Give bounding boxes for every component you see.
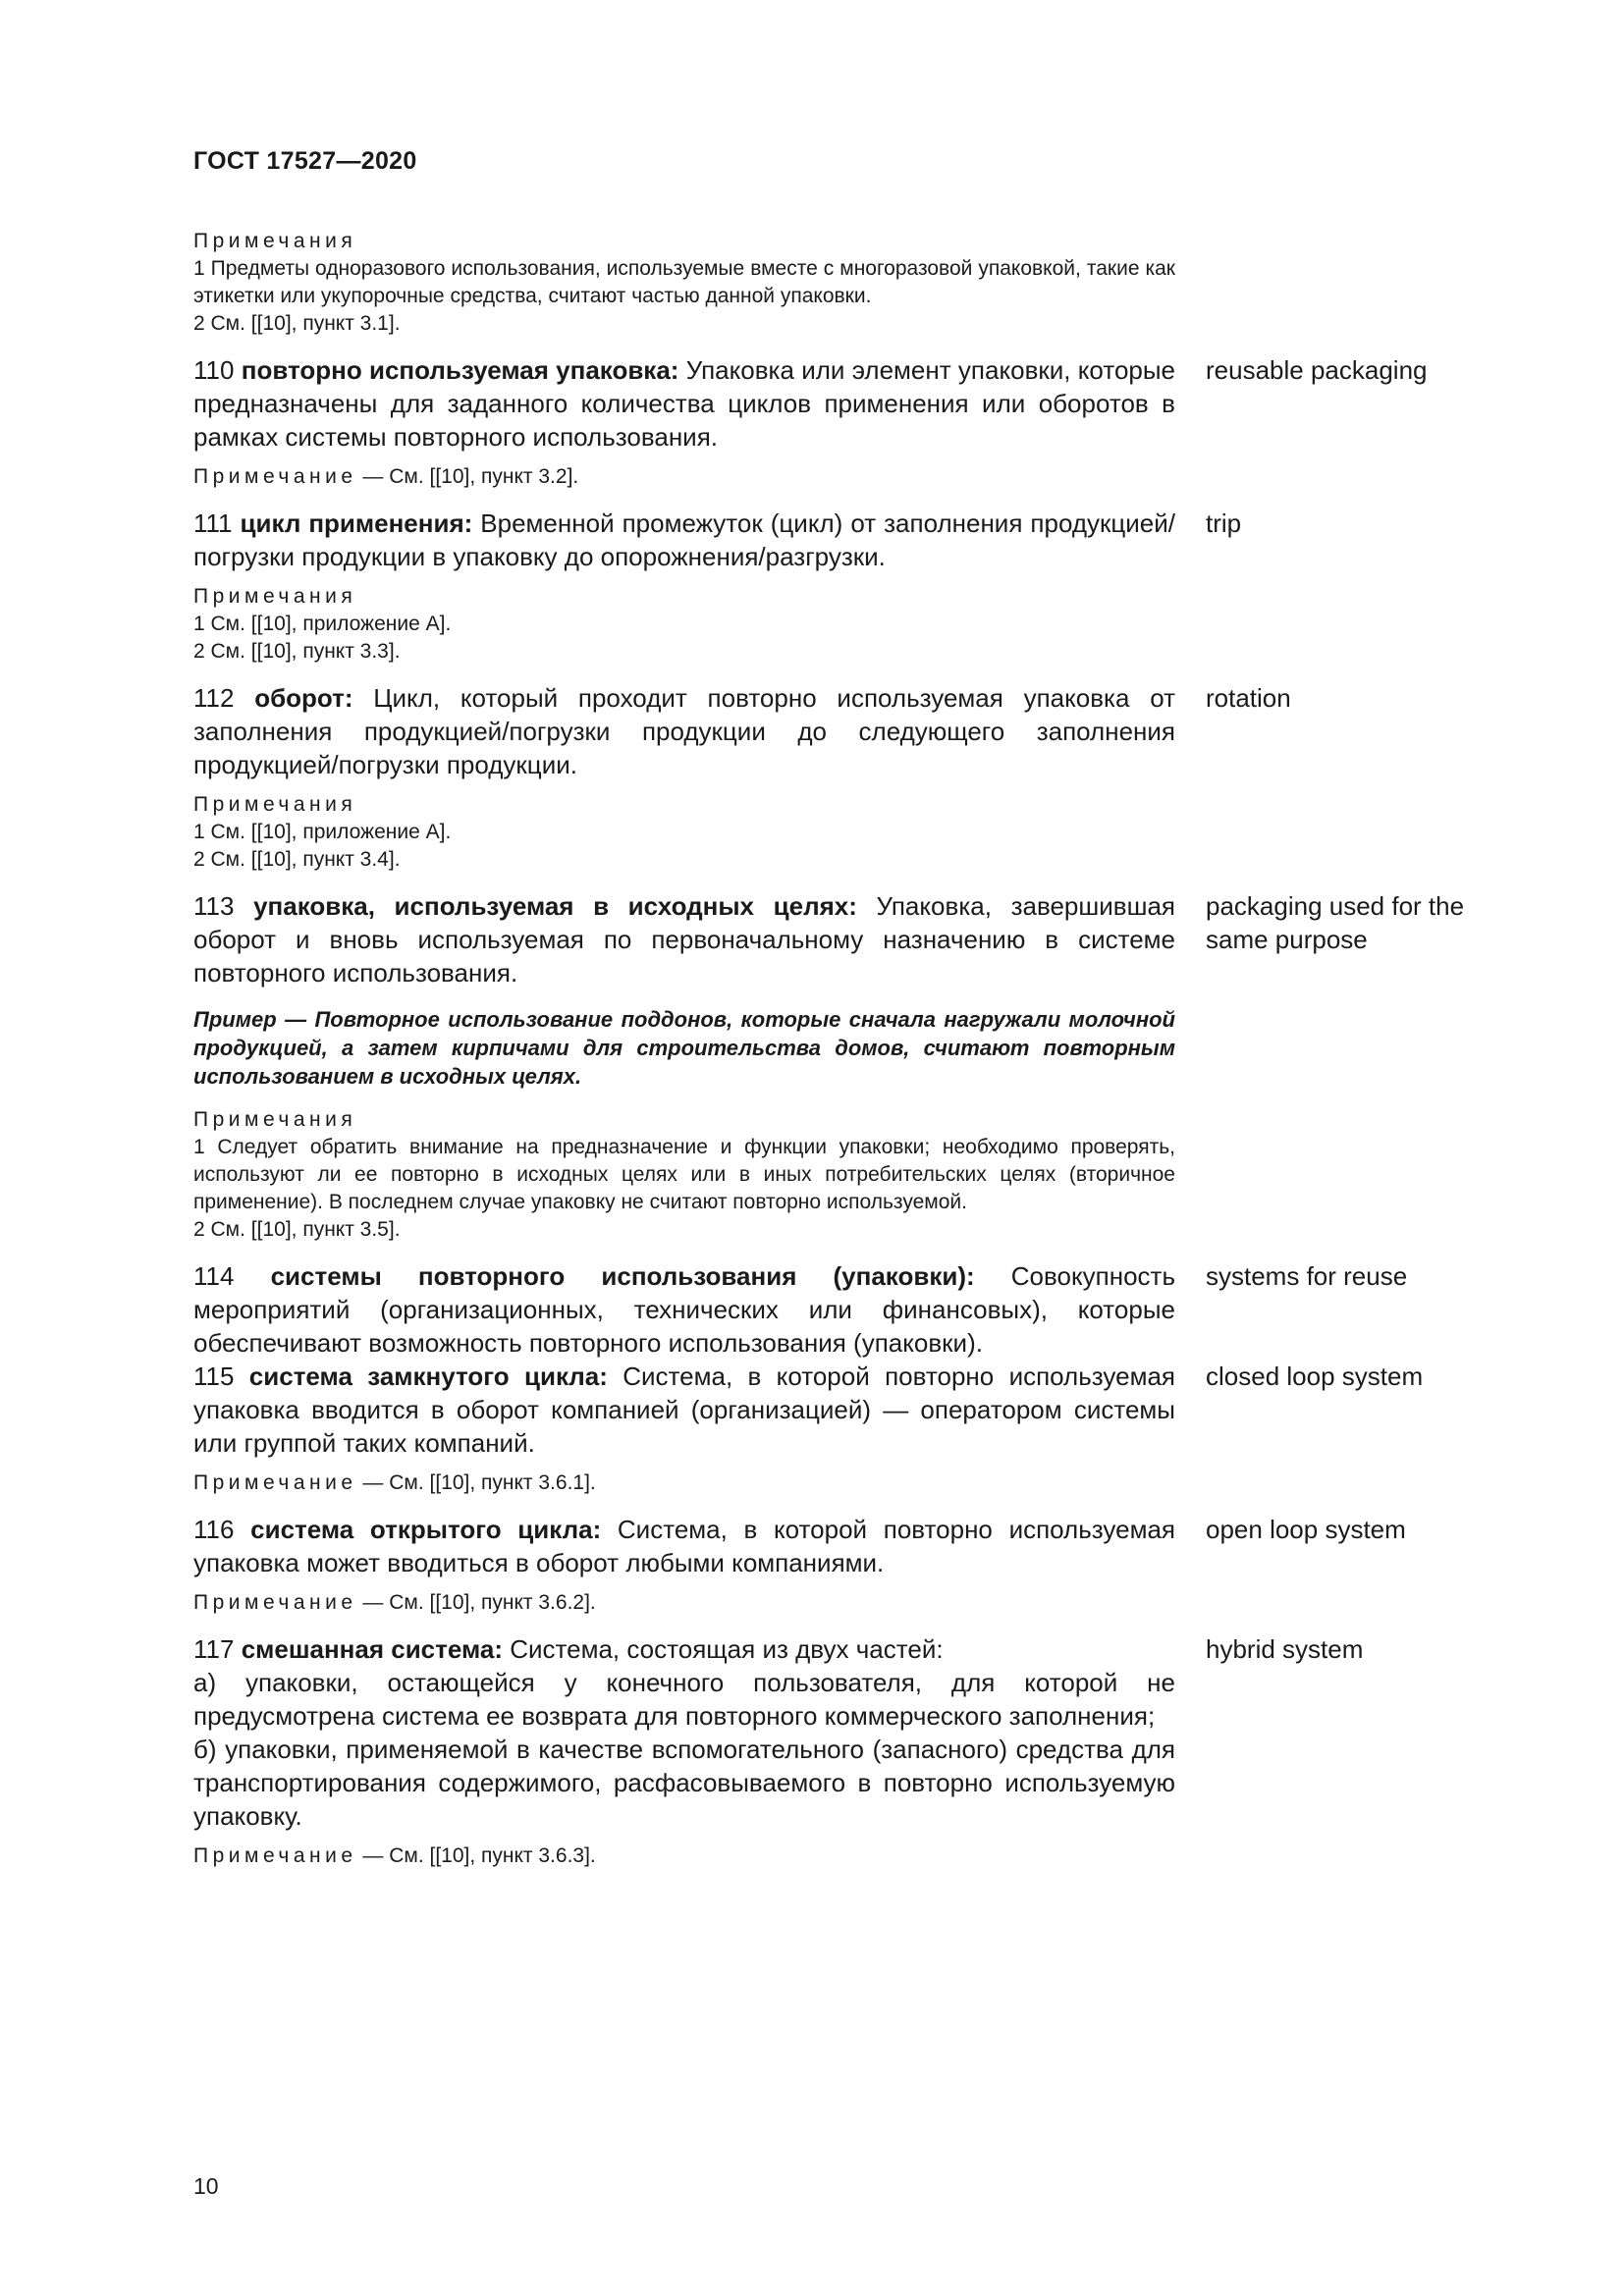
term-english: closed loop system [1206,1362,1424,1391]
term-definition [193,1632,1175,1833]
term-entry-112 [193,681,1509,781]
list-item: б) упаковки, применяемой в качестве вспомогательного (запасного) средства для транспортирования содержимого, расфасовываемого в повторно используемую упаковку. [193,1735,1175,1831]
note-text: — См. [[10], пункт 3.6.3]. [356,1844,596,1867]
term-definition-text: Система, в которой повторно используемая упаковка вводится в оборот компанией (организацией) — оператором системы или группой таких компаний. [193,1362,1175,1458]
term-english: open loop system [1206,1515,1406,1544]
term-definition [193,889,1175,989]
term-definition [193,1513,1175,1579]
note-label: Примечание [193,1591,357,1614]
term-number: 115 [193,1362,235,1391]
term-entry-115 [193,1360,1509,1460]
term-name: система замкнутого цикла: [248,1362,608,1391]
term-number: 117 [193,1634,235,1664]
term-name: смешанная система: [241,1634,503,1664]
term-english: trip [1206,508,1242,538]
document-header: ГОСТ 17527—2020 [193,147,417,175]
term-entry-111 [193,507,1509,573]
term-definition-text: Совокупность мероприятий (организационных, технических или финансовых), которые обеспечивают возможность повторного использования (упаковки). [193,1261,1176,1358]
term-name: упаковка, используемая в исходных целях: [253,891,857,921]
note-text: — См. [[10], пункт 3.6.2]. [356,1591,596,1614]
term-number: 116 [193,1515,235,1544]
term-english: hybrid system [1206,1634,1364,1664]
term-note [193,463,1175,491]
term-notes [193,583,1175,666]
note-label: Примечание [193,1471,357,1494]
intro-notes [193,228,1175,338]
note-label: Примечание [193,465,357,488]
term-name: система открытого цикла: [250,1515,602,1544]
term-definition-text: Упаковка или элемент упаковки, которые предназначены для заданного количества циклов применения или оборотов в рамках системы повторного использования. [193,355,1176,452]
term-definition [193,681,1175,781]
note-item: 1 См. [[10], приложение А]. [193,613,452,635]
term-notes [193,1106,1175,1244]
note-item: 2 См. [[10], пункт 3.3]. [193,640,401,663]
term-number: 113 [193,891,235,921]
term-definition [193,1360,1175,1460]
term-entry-114 [193,1259,1509,1360]
term-name: повторно используемая упаковка: [241,355,679,385]
notes-heading: Примечания [193,585,357,608]
note-item: 1 Предметы одноразового использования, используемые вместе с многоразовой упаковкой, такие как этикетки или укупорочные средства, считают частью данной упаковки. [193,257,1175,307]
term-name: системы повторного использования (упаковки): [270,1261,975,1291]
term-name: цикл применения: [240,508,473,538]
term-definition-text: Упаковка, завершившая оборот и вновь используемая по первоначальному назначению в системе повторного использования. [193,891,1175,988]
term-definition [193,353,1175,454]
term-definition-text: Временной промежуток (цикл) от заполнения продукцией/погрузки продукции в упаковку до опорожнения/разгрузки. [193,508,1176,571]
term-english: packaging used for the same purpose [1206,891,1465,954]
term-english: reusable packaging [1206,355,1428,385]
list-item: а) упаковки, остающейся у конечного пользователя, для которой не предусмотрена система ее возврата для повторного коммерческого заполнения; [193,1668,1175,1731]
term-definition-text: Система, состоящая из двух частей: [503,1634,944,1664]
note-item: 2 См. [[10], пункт 3.1]. [193,312,401,335]
note-item: 1 См. [[10], приложение А]. [193,821,452,843]
page-number: 10 [193,2173,219,2199]
term-note [193,1469,1175,1497]
notes-heading: Примечания [193,230,357,252]
notes-heading: Примечания [193,793,357,816]
term-entry-110 [193,353,1509,454]
term-english: rotation [1206,683,1291,713]
document-body [193,228,1509,1870]
note-item: 2 См. [[10], пункт 3.5]. [193,1218,401,1241]
term-number: 111 [193,508,233,538]
term-note [193,1589,1175,1617]
term-entry-116 [193,1513,1509,1579]
term-notes [193,791,1175,874]
note-label: Примечание [193,1844,357,1867]
term-definition-text: Цикл, который проходит повторно используемая упаковка от заполнения продукцией/погрузки продукции до следующего заполнения продукцией/погрузки продукции. [193,683,1175,779]
term-name: оборот: [254,683,353,713]
note-text: — См. [[10], пункт 3.2]. [356,465,579,488]
term-english: systems for reuse [1206,1261,1408,1291]
term-number: 110 [193,355,235,385]
term-entry-113 [193,889,1509,989]
term-example: Пример — Повторное использование поддонов, которые сначала нагружали молочной продукцией, а затем кирпичами для строительства домов, считают повторным использованием в исходных целях. [193,1007,1175,1089]
note-text: — См. [[10], пункт 3.6.1]. [356,1471,596,1494]
term-note [193,1842,1175,1870]
term-number: 112 [193,683,235,713]
term-definition-text: Система, в которой повторно используемая упаковка может вводиться в оборот любыми компаниями. [193,1515,1175,1577]
notes-heading: Примечания [193,1108,357,1131]
term-definition [193,507,1175,573]
term-number: 114 [193,1261,235,1291]
note-item: 2 См. [[10], пункт 3.4]. [193,848,401,871]
term-definition [193,1259,1175,1360]
term-entry-117 [193,1632,1509,1833]
note-item: 1 Следует обратить внимание на предназначение и функции упаковки; необходимо проверять, используют ли ее повторно в исходных целях или в иных потребительских целях (вторичное применение). В последнем случае упаковку не считают повторно используемой. [193,1136,1175,1213]
